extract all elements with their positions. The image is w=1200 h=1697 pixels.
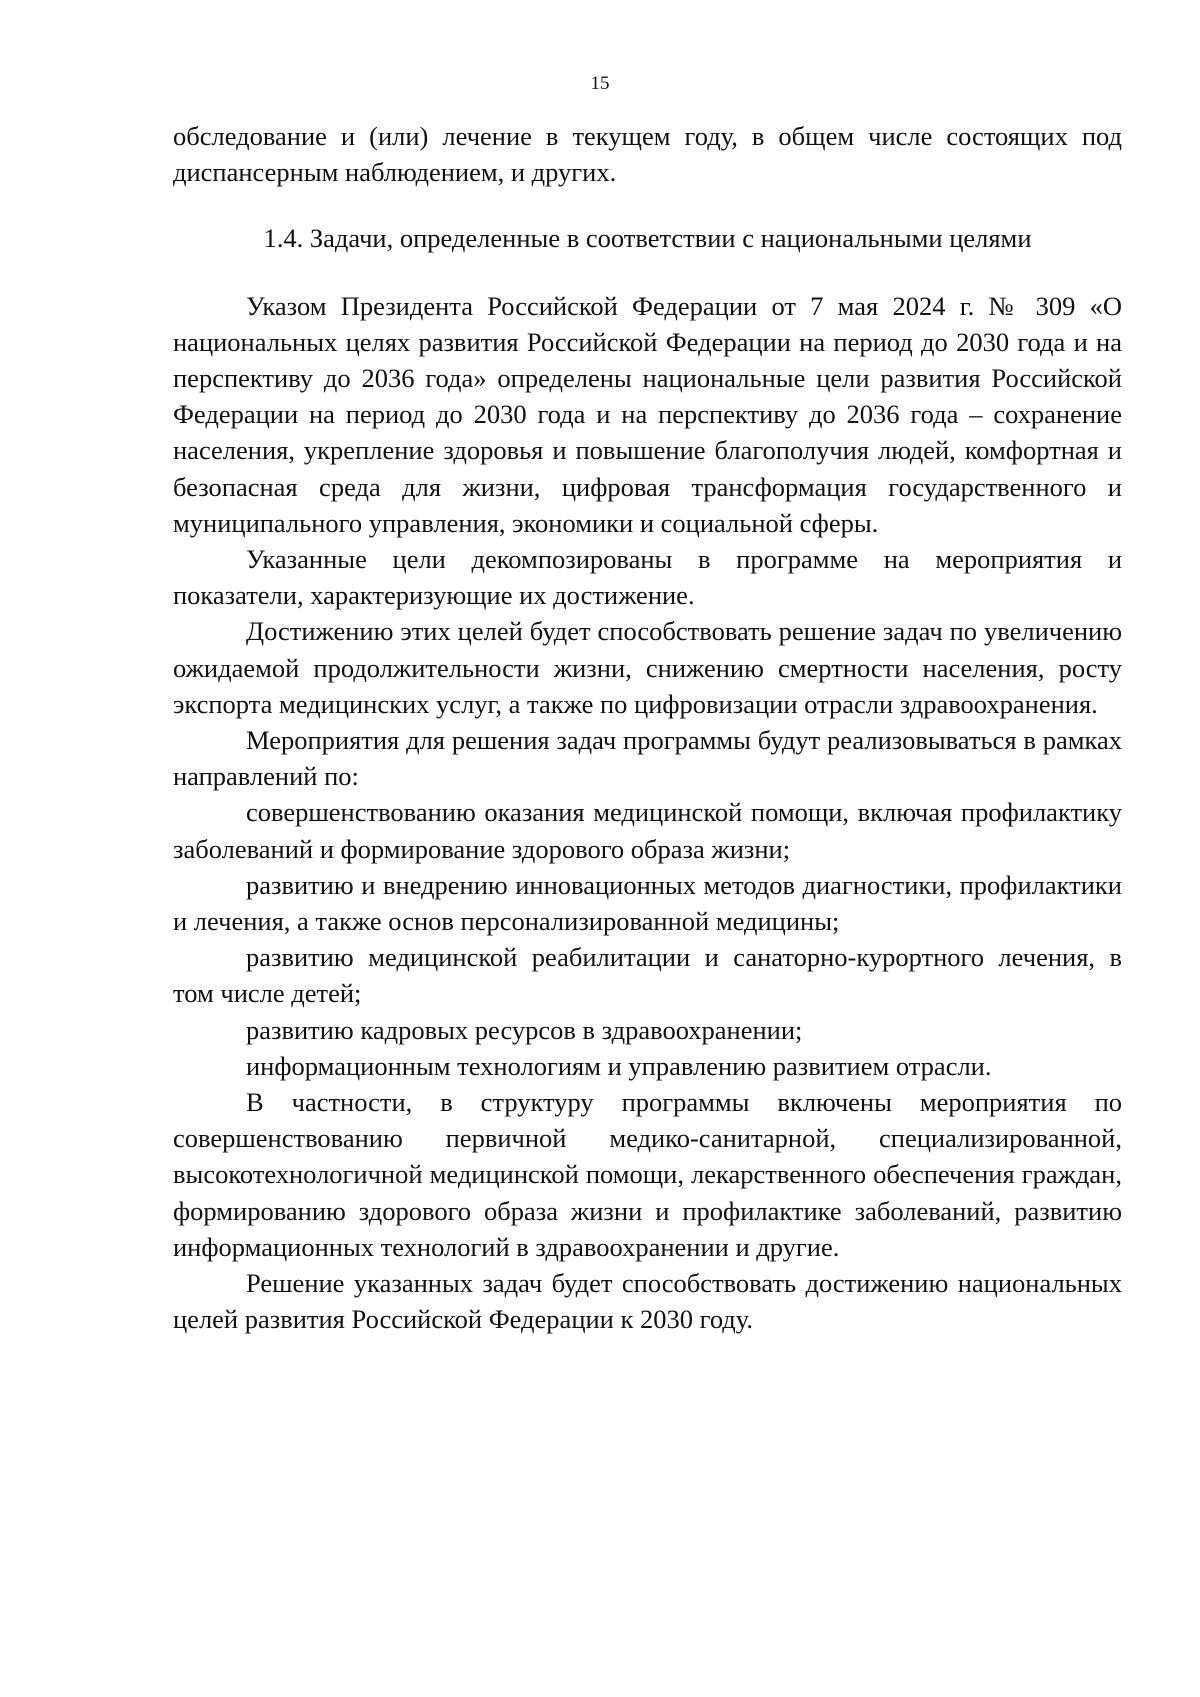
paragraph-achievement: Достижению этих целей будет способствовать решение задач по увеличению ожидаемой продолжительности жизни, снижению смертности населения, росту экспорта медицинских услуг, а также по цифровизации отрасли здравоохранения. (173, 616, 1122, 719)
document-body (173, 118, 1122, 1338)
list-item-rehabilitation: развитию медицинской реабилитации и санаторно-курортного лечения, в том числе детей; (173, 942, 1122, 1009)
section-heading: 1.4. Задачи, определенные в соответствии с национальными целями (263, 223, 1032, 254)
list-item-innovation: развитию и внедрению инновационных методов диагностики, профилактики и лечения, а также основ персонализированной медицины; (173, 869, 1122, 937)
list-item-medical-care: совершенствованию оказания медицинской помощи, включая профилактику заболеваний и формирование здорового образа жизни; (173, 797, 1122, 864)
list-item-it: информационным технологиям и управлению развитием отрасли. (246, 1050, 992, 1081)
paragraph-program-structure: В частности, в структуру программы включены мероприятия по совершенствованию первичной медико-санитарной, специализированной, высокотехнологичной медицинской помощи, лекарственного обеспечения граждан, формированию здорового образа жизни и профилактике заболеваний, развитию информационных технологий в здравоохранении и другие. (173, 1087, 1122, 1262)
page-number: 15 (590, 73, 610, 94)
list-item-personnel: развитию кадровых ресурсов в здравоохранении; (246, 1014, 803, 1045)
paragraph-decomposition: Указанные цели декомпозированы в программе на мероприятия и показатели, характеризующие их достижение. (173, 544, 1122, 611)
continuation-paragraph: обследование и (или) лечение в текущем году, в общем числе состоящих под диспансерным наблюдением, и других. (173, 121, 1122, 188)
paragraph-conclusion: Решение указанных задач будет способствовать достижению национальных целей развития Российской Федерации к 2030 году. (173, 1268, 1122, 1335)
paragraph-decree: Указом Президента Российской Федерации от 7 мая 2024 г. № 309 «О национальных целях развития Российской Федерации на период до 2030 года и на перспективу до 2036 года» определены национальные цели развития Российской Федерации на период до 2030 года и на перспективу до 2036 года – сохранение населения, укрепление здоровья и повышение благополучия людей, комфортная и безопасная среда для жизни, цифровая трансформация государственного и муниципального управления, экономики и социальной сферы. (173, 290, 1122, 538)
paragraph-directions-intro: Мероприятия для решения задач программы будут реализовываться в рамках направлений по: (173, 725, 1122, 792)
